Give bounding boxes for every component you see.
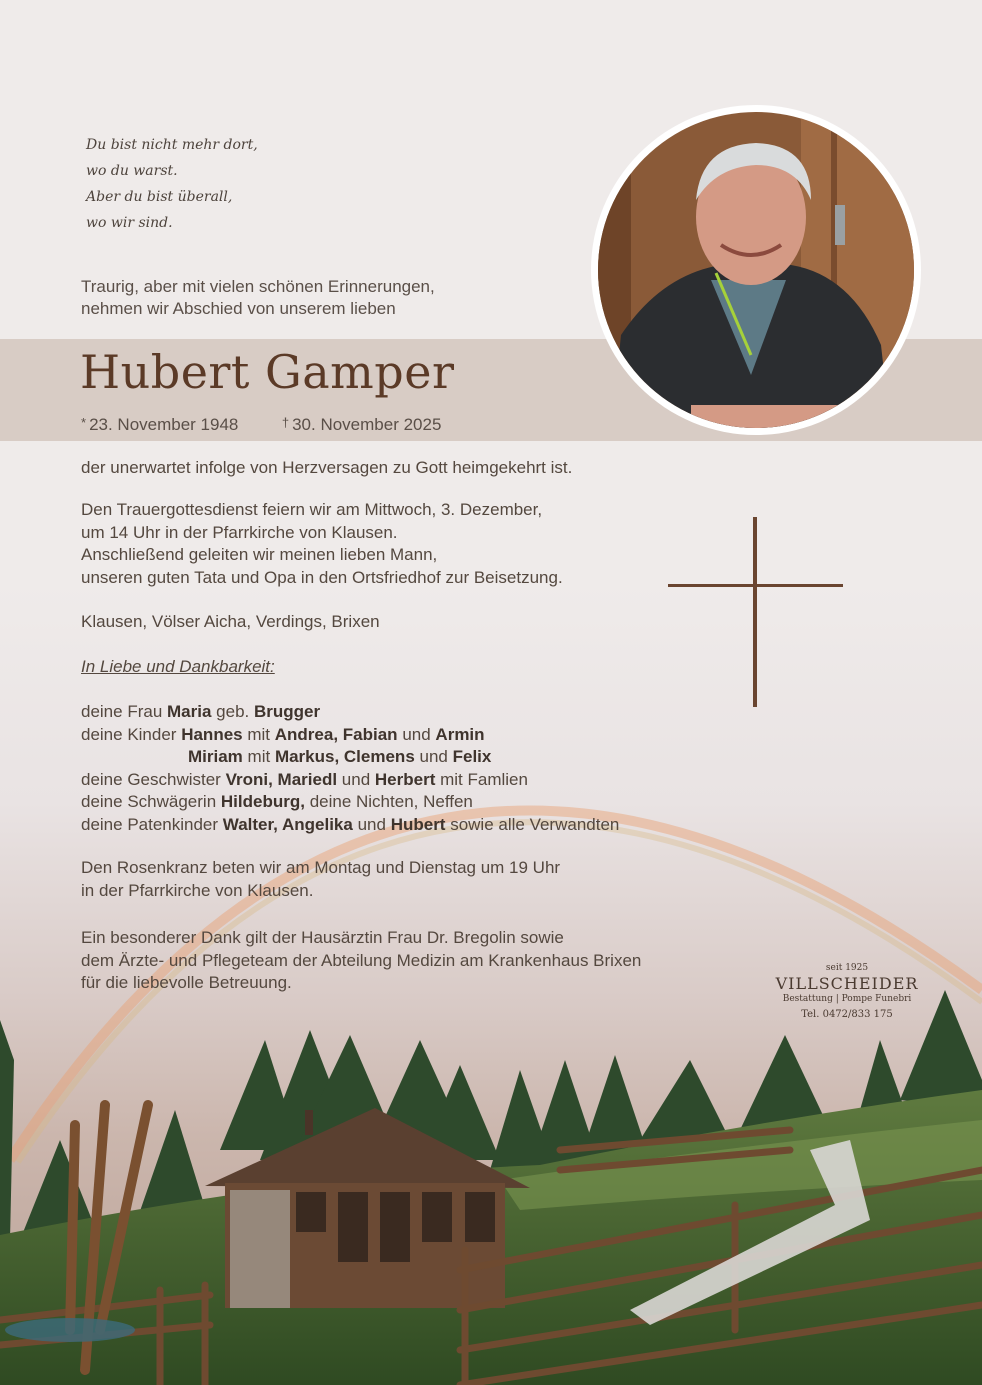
- thanks-text: [81, 927, 641, 995]
- thanks-line: für die liebevolle Betreuung.: [81, 973, 292, 992]
- family-prefix: deine Geschwister: [81, 769, 221, 789]
- family-name: Armin: [435, 724, 485, 744]
- family-list: [81, 701, 619, 836]
- service-line: unseren guten Tata und Opa in den Ortsfriedhof zur Beisetzung.: [81, 567, 563, 587]
- family-connector: mit Famlien: [440, 769, 528, 789]
- family-sister-in-law: [81, 791, 619, 814]
- family-name: Maria: [167, 702, 212, 721]
- portrait-photo: [591, 105, 921, 435]
- service-line: Den Trauergottesdienst feiern wir am Mittwoch, 3. Dezember,: [81, 500, 543, 519]
- family-name: Walter, Angelika: [222, 814, 353, 834]
- family-children-2: [81, 746, 619, 769]
- family-connector: mit: [247, 747, 271, 766]
- family-connector: und: [341, 769, 371, 789]
- death-date: 30. November 2025: [292, 415, 442, 434]
- family-name: Hannes: [181, 724, 243, 744]
- quote-line: wo du warst.: [86, 163, 178, 179]
- service-line: um 14 Uhr in der Pfarrkirche von Klausen.: [81, 522, 398, 542]
- family-name: Miriam: [188, 747, 243, 766]
- logo-phone: Tel. 0472/833 175: [801, 1009, 893, 1020]
- cross-icon: [753, 517, 757, 707]
- quote-line: Du bist nicht mehr dort,: [86, 137, 258, 153]
- family-connector: und: [357, 814, 386, 834]
- family-prefix: deine Frau: [81, 702, 163, 721]
- intro-line: Traurig, aber mit vielen schönen Erinnerungen,: [81, 277, 435, 296]
- family-connector: deine Nichten, Neffen: [309, 792, 473, 811]
- birth-symbol: *: [81, 415, 87, 430]
- logo-since: seit 1925: [825, 963, 869, 973]
- logo-brand: VILLSCHEIDER: [775, 974, 919, 993]
- family-prefix: deine Kinder: [81, 724, 177, 744]
- portrait-image: [591, 105, 921, 435]
- quote-line: wo wir sind.: [86, 215, 173, 231]
- family-name: Vroni, Mariedl: [225, 769, 338, 789]
- service-text: [81, 499, 563, 589]
- funeral-home-logo: [772, 963, 922, 1020]
- family-godchildren: [81, 814, 619, 837]
- family-connector: geb.: [216, 702, 250, 721]
- service-line: Anschließend geleiten wir meinen lieben Mann,: [81, 545, 438, 564]
- family-name: Markus, Clemens: [274, 747, 415, 766]
- birth-date: 23. November 1948: [89, 415, 239, 434]
- places-text: Klausen, Völser Aicha, Verdings, Brixen: [81, 612, 380, 631]
- family-connector: und: [419, 747, 448, 766]
- life-dates: [81, 415, 441, 435]
- family-children: [81, 724, 619, 747]
- cause-text: der unerwartet infolge von Herzversagen zu Gott heimgekehrt ist.: [81, 458, 573, 477]
- family-siblings: [81, 769, 619, 792]
- quote-line: Aber du bist überall,: [86, 189, 233, 205]
- rosary-line: in der Pfarrkirche von Klausen.: [81, 880, 314, 900]
- family-connector: mit: [247, 724, 271, 744]
- family-name: Brugger: [254, 702, 321, 721]
- family-prefix: deine Patenkinder: [81, 814, 219, 834]
- family-wife: [81, 701, 619, 724]
- memorial-quote: [86, 132, 258, 236]
- gratitude-heading: In Liebe und Dankbarkeit:: [81, 657, 275, 676]
- deceased-name: Hubert Gamper: [80, 345, 455, 399]
- cross-icon-bar: [668, 584, 843, 587]
- family-connector: und: [402, 724, 431, 744]
- thanks-line: dem Ärzte- und Pflegeteam der Abteilung Medizin am Krankenhaus Brixen: [81, 950, 642, 970]
- family-name: Herbert: [374, 769, 436, 789]
- family-name: Hildeburg,: [220, 792, 305, 811]
- family-name: Hubert: [390, 814, 446, 834]
- intro-text: [81, 276, 435, 320]
- family-connector: sowie alle Verwandten: [450, 814, 620, 834]
- family-name: Andrea, Fabian: [274, 724, 398, 744]
- thanks-line: Ein besonderer Dank gilt der Hausärztin Frau Dr. Bregolin sowie: [81, 928, 564, 947]
- rosary-line: Den Rosenkranz beten wir am Montag und Dienstag um 19 Uhr: [81, 858, 561, 877]
- death-symbol: †: [281, 415, 290, 430]
- rosary-text: [81, 857, 560, 902]
- family-prefix: deine Schwägerin: [81, 792, 217, 811]
- family-name: Felix: [452, 747, 492, 766]
- logo-subtitle: Bestattung | Pompe Funebri: [782, 994, 912, 1004]
- intro-line: nehmen wir Abschied von unserem lieben: [81, 299, 396, 318]
